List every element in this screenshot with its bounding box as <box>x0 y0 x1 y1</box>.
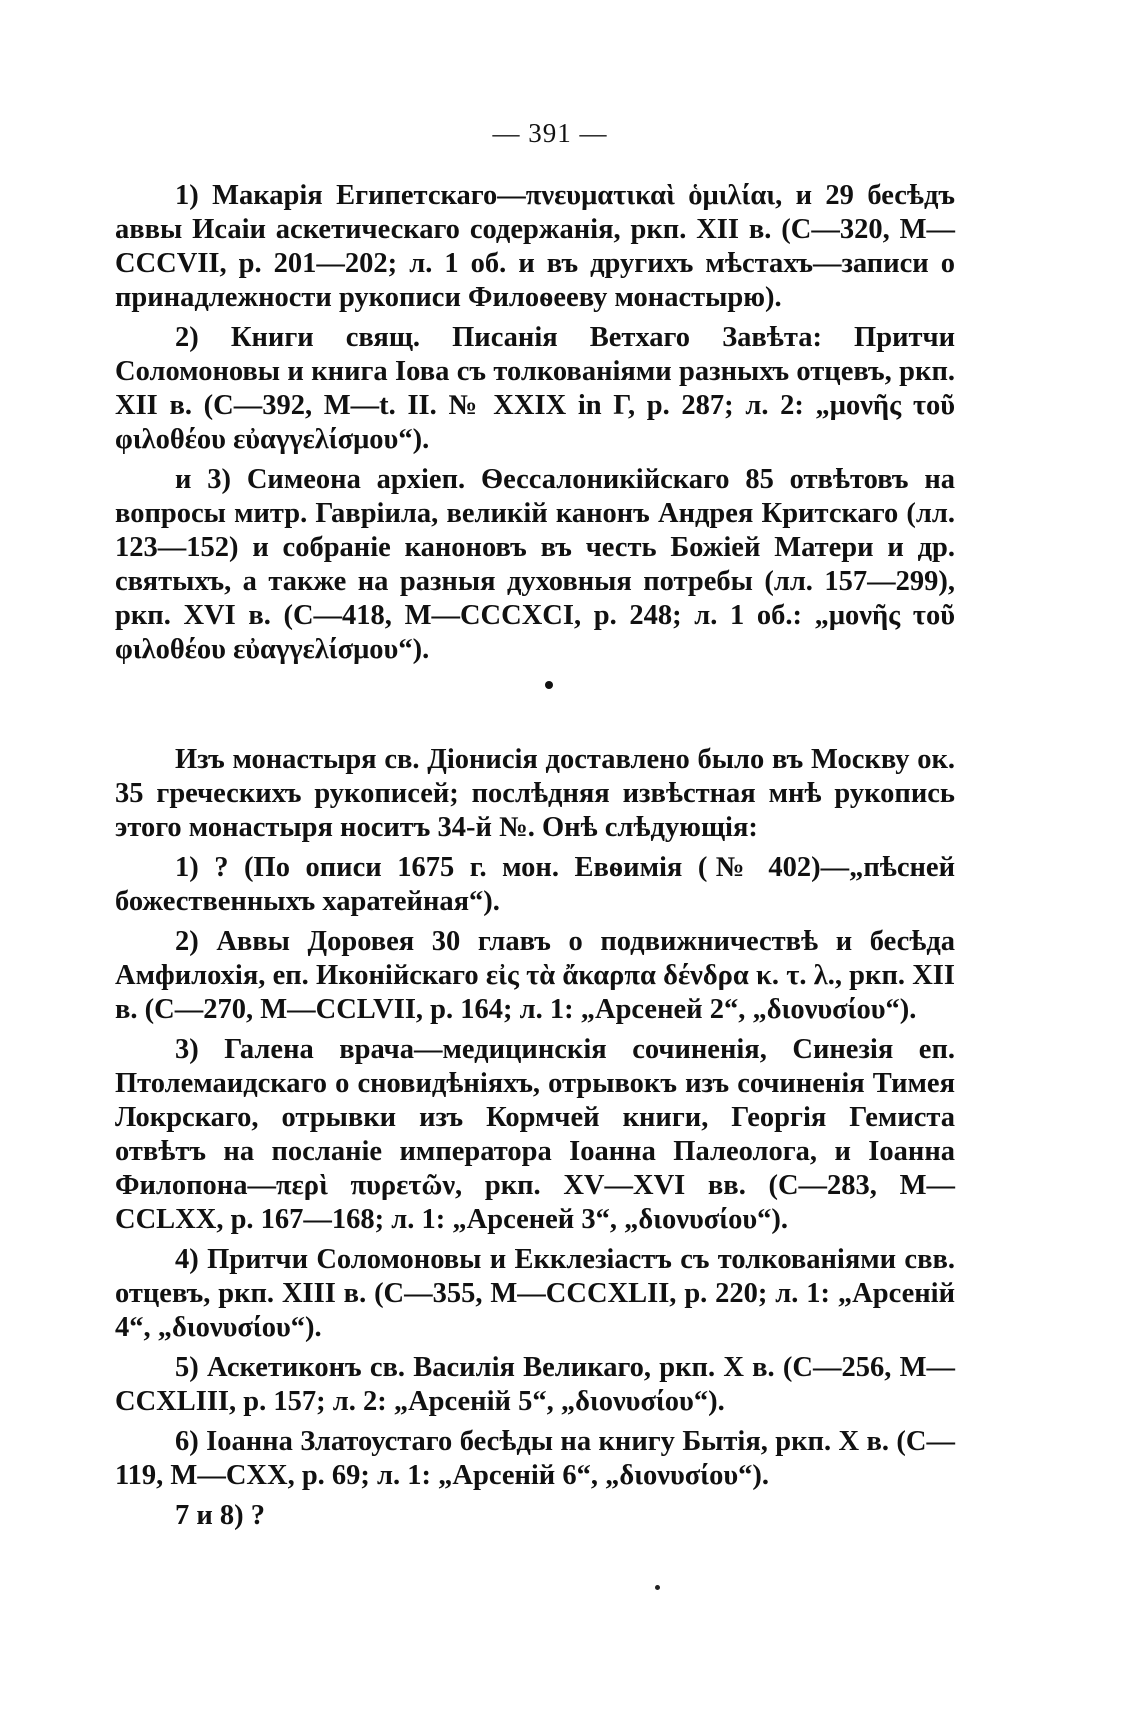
ink-speck-icon <box>655 1585 660 1590</box>
paragraph-item-1: 1) Макарія Египетскаго—πνευματικαὶ ὁμιλίαι, и 29 бесѣдъ аввы Исаіи аскетическаго содержанія, ркп. XII в. (С—320, М—CCCVII, p. 201—202; л. 1 об. и въ другихъ мѣстахъ—записи о принадлежности рукописи Филоѳееву монастырю). <box>115 180 955 313</box>
document-page <box>115 118 955 1533</box>
divider-dot-icon <box>545 681 553 689</box>
paragraph-item-d3: 3) Галена врача—медицинскія сочиненія, Синезія еп. Птолемаидскаго о сновидѣніяхъ, отрывокъ изъ сочиненія Тимея Локрскаго, отрывки изъ Кормчей книги, Георгія Гемиста отвѣтъ на посланіе императора Іоанна Палеолога, и Іоанна Филопона—περὶ πυρετῶν, ркп. XV—XVI вв. (С—283, М—CCLXX, p. 167—168; л. 1: „Арсеней 3“, „διονυσίου“). <box>115 1034 955 1235</box>
paragraph-item-2: 2) Книги свящ. Писанія Ветхаго Завѣта: Притчи Соломоновы и книга Іова съ толкованіями разныхъ отцевъ, ркп. XII в. (С—392, М—t. II. № XXIX in Γ, p. 287; л. 2: „μονῆς τοῦ φιλοθέου εὐαγγελίσμου“). <box>115 322 955 455</box>
paragraph-intro-dionysiou: Изъ монастыря св. Діонисія доставлено было въ Москву ок. 35 греческихъ рукописей; послѣдняя извѣстная мнѣ рукопись этого монастыря носитъ 34-й №. Онѣ слѣдующія: <box>115 744 955 843</box>
paragraph-item-d4: 4) Притчи Соломоновы и Екклезіастъ съ толкованіями свв. отцевъ, ркп. XIII в. (С—355, М—CCCXLII, p. 220; л. 1: „Арсеній 4“, „διονυσίου“). <box>115 1244 955 1343</box>
paragraph-item-3: и 3) Симеона архіеп. Ѳессалоникійскаго 85 отвѣтовъ на вопросы митр. Гавріила, великій канонъ Андрея Критскаго (лл. 123—152) и собраніе каноновъ въ честь Божіей Матери и др. святыхъ, а также на разныя духовныя потребы (лл. 157—299), ркп. XVI в. (С—418, М—CCCXCI, p. 248; л. 1 об.: „μονῆς τοῦ φιλοθέου εὐαγγελίσμου“). <box>115 464 955 665</box>
page-number: — 391 — <box>492 118 608 148</box>
paragraph-item-d6: 6) Іоанна Златоустаго бесѣды на книгу Бытія, ркп. X в. (С—119, М—CXX, p. 69; л. 1: „Арсеній 6“, „διονυσίου“). <box>115 1426 955 1491</box>
section-divider <box>115 673 955 743</box>
paragraph-item-d7-8: 7 и 8) ? <box>175 1500 266 1531</box>
paragraph-item-d5: 5) Аскетиконъ св. Василія Великаго, ркп. X в. (С—256, М—CCXLIII, p. 157; л. 2: „Арсеній 5“, „διονυσίου“). <box>115 1352 955 1417</box>
paragraph-item-d2: 2) Аввы Доровея 30 главъ о подвижничествѣ и бесѣда Амфилохія, еп. Иконійскаго εἰς τὰ ἄκαρπα δένδρα κ. τ. λ., ркп. XII в. (С—270, М—CCLVII, p. 164; л. 1: „Арсеней 2“, „διονυσίου“). <box>115 926 955 1025</box>
paragraph-item-d1: 1) ? (По описи 1675 г. мон. Евѳимія (№ 402)—„пѣсней божественныхъ харатейная“). <box>115 852 955 917</box>
